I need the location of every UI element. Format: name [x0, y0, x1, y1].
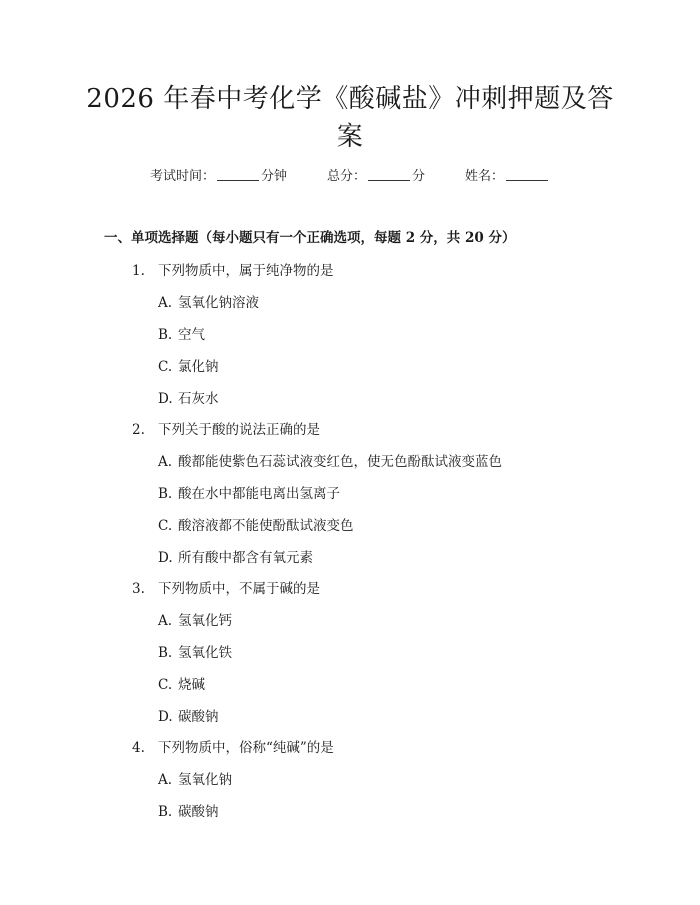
option-text: 酸在水中都能电离出氢离子: [178, 486, 340, 502]
option-text: 氢氧化钠溶液: [178, 295, 259, 311]
option-letter: A.: [158, 454, 173, 470]
option-letter: D.: [158, 550, 173, 566]
option-letter: B.: [158, 804, 173, 820]
section-heading: 一、单项选择题（每小题只有一个正确选项，每题 2 分，共 20 分）: [104, 230, 516, 246]
option-letter: D.: [158, 391, 173, 407]
question-3-option-c: [158, 675, 205, 695]
option-letter: D.: [158, 709, 173, 725]
question-number: 4.: [132, 740, 145, 756]
option-text: 酸溶液都不能使酚酞试液变色: [178, 518, 354, 534]
option-letter: B.: [158, 645, 173, 661]
score-label: 总分：: [326, 169, 366, 184]
exam-info-line: [0, 168, 700, 186]
question-text: 下列物质中，俗称“纯碱”的是: [158, 740, 334, 756]
option-letter: C.: [158, 359, 173, 375]
question-2-option-a: [158, 452, 502, 472]
question-1-option-a: [158, 293, 259, 313]
option-text: 所有酸中都含有氧元素: [178, 550, 313, 566]
name-label: 姓名：: [465, 169, 505, 184]
option-letter: A.: [158, 772, 173, 788]
question-3-option-d: [158, 707, 219, 727]
question-text: 下列物质中，不属于碱的是: [158, 581, 320, 597]
question-2-stem: [132, 420, 320, 440]
option-letter: C.: [158, 677, 173, 693]
question-3-option-a: [158, 611, 232, 631]
score-blank: [368, 168, 410, 181]
question-number: 2.: [132, 422, 145, 438]
page-title: 2026 年春中考化学《酸碱盐》冲刺押题及答案: [86, 84, 614, 152]
option-letter: C.: [158, 518, 173, 534]
question-text: 下列关于酸的说法正确的是: [158, 422, 320, 438]
option-text: 氢氧化钙: [178, 613, 232, 629]
option-text: 空气: [178, 327, 205, 343]
option-text: 碳酸钠: [178, 709, 219, 725]
option-text: 酸都能使紫色石蕊试液变红色，使无色酚酞试液变蓝色: [178, 454, 502, 470]
option-text: 氢氧化铁: [178, 645, 232, 661]
question-2-option-b: [158, 484, 340, 504]
option-text: 氢氧化钠: [178, 772, 232, 788]
question-1-option-c: [158, 357, 219, 377]
question-3-stem: [132, 579, 320, 599]
option-text: 石灰水: [178, 391, 219, 407]
time-unit: 分钟: [260, 169, 287, 184]
option-letter: A.: [158, 295, 173, 311]
question-number: 3.: [132, 581, 145, 597]
question-number: 1.: [132, 263, 145, 279]
score-unit: 分: [412, 169, 426, 184]
option-letter: A.: [158, 613, 173, 629]
question-text: 下列物质中，属于纯净物的是: [158, 263, 334, 279]
question-3-option-b: [158, 643, 232, 663]
question-2-option-d: [158, 548, 313, 568]
question-4-option-b: [158, 802, 219, 822]
time-label: 考试时间：: [149, 169, 215, 184]
question-4-stem: [132, 738, 334, 758]
option-letter: B.: [158, 327, 173, 343]
option-text: 氯化钠: [178, 359, 219, 375]
question-1-option-b: [158, 325, 205, 345]
option-text: 烧碱: [178, 677, 205, 693]
name-blank: [506, 168, 548, 181]
option-text: 碳酸钠: [178, 804, 219, 820]
question-2-option-c: [158, 516, 354, 536]
question-1-stem: [132, 261, 334, 281]
question-1-option-d: [158, 389, 219, 409]
option-letter: B.: [158, 486, 173, 502]
question-4-option-a: [158, 770, 232, 790]
time-blank: [217, 168, 259, 181]
